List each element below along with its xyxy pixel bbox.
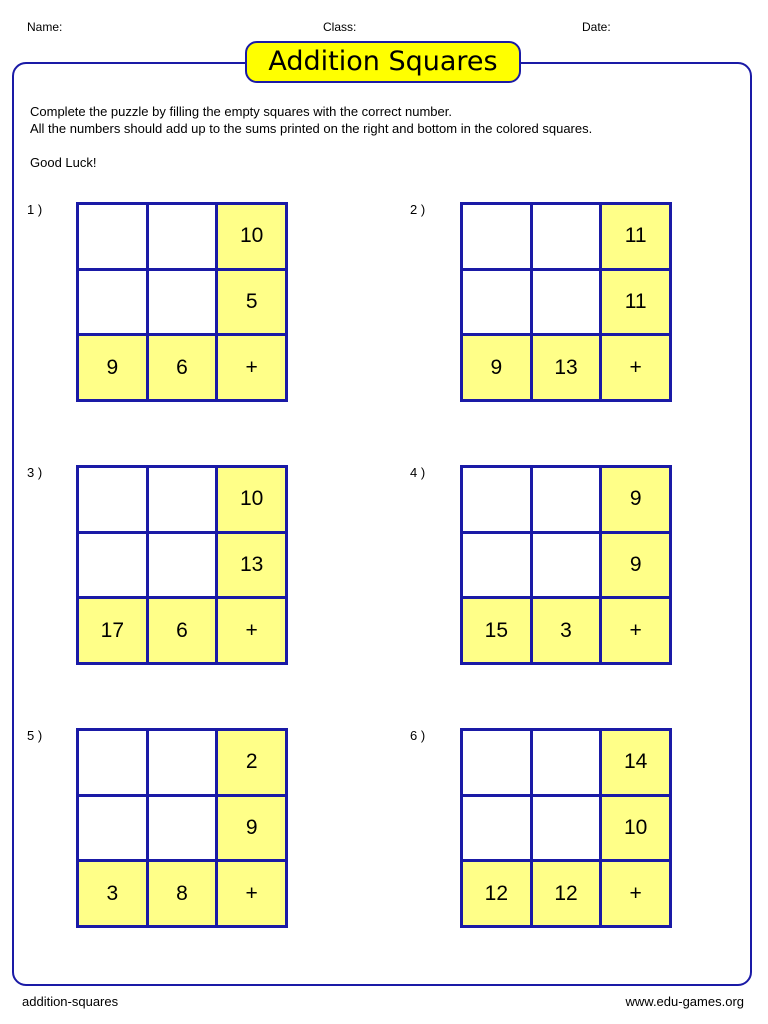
- puzzle-grid: [460, 728, 672, 928]
- instruction-line-1: Complete the puzzle by filling the empty squares with the correct number.: [30, 104, 452, 119]
- puzzle-grid: [460, 465, 672, 665]
- answer-cell[interactable]: [463, 534, 533, 600]
- col-sum-cell: 12: [463, 862, 533, 928]
- answer-cell[interactable]: [79, 534, 149, 600]
- row-sum-cell: 10: [602, 797, 672, 863]
- puzzle-label: 3 ): [27, 465, 43, 480]
- plus-corner-cell: +: [602, 336, 672, 402]
- answer-cell[interactable]: [463, 205, 533, 271]
- answer-cell[interactable]: [149, 797, 219, 863]
- answer-cell[interactable]: [533, 797, 603, 863]
- puzzle-grid: [76, 465, 288, 665]
- class-label: Class:: [323, 20, 357, 34]
- answer-cell[interactable]: [149, 731, 219, 797]
- plus-corner-cell: +: [602, 599, 672, 665]
- answer-cell[interactable]: [79, 205, 149, 271]
- instruction-line-2: All the numbers should add up to the sums printed on the right and bottom in the colored squares.: [30, 121, 593, 136]
- puzzle-label: 4 ): [410, 465, 426, 480]
- answer-cell[interactable]: [79, 468, 149, 534]
- footer-worksheet-id: addition-squares: [22, 994, 119, 1009]
- answer-cell[interactable]: [533, 468, 603, 534]
- answer-cell[interactable]: [463, 797, 533, 863]
- puzzle-label: 6 ): [410, 728, 426, 743]
- col-sum-cell: 13: [533, 336, 603, 402]
- answer-cell[interactable]: [463, 271, 533, 337]
- col-sum-cell: 6: [149, 336, 219, 402]
- answer-cell[interactable]: [79, 731, 149, 797]
- puzzle-label: 5 ): [27, 728, 43, 743]
- worksheet-title: Addition Squares: [245, 41, 521, 83]
- row-sum-cell: 9: [602, 468, 672, 534]
- row-sum-cell: 2: [218, 731, 288, 797]
- row-sum-cell: 5: [218, 271, 288, 337]
- row-sum-cell: 11: [602, 205, 672, 271]
- answer-cell[interactable]: [463, 731, 533, 797]
- row-sum-cell: 9: [218, 797, 288, 863]
- row-sum-cell: 10: [218, 205, 288, 271]
- puzzle-label: 2 ): [410, 202, 426, 217]
- answer-cell[interactable]: [533, 271, 603, 337]
- col-sum-cell: 3: [79, 862, 149, 928]
- plus-corner-cell: +: [218, 599, 288, 665]
- col-sum-cell: 3: [533, 599, 603, 665]
- answer-cell[interactable]: [149, 271, 219, 337]
- footer-website: www.edu-games.org: [625, 994, 744, 1009]
- answer-cell[interactable]: [79, 797, 149, 863]
- plus-corner-cell: +: [218, 862, 288, 928]
- answer-cell[interactable]: [79, 271, 149, 337]
- col-sum-cell: 8: [149, 862, 219, 928]
- date-label: Date:: [582, 20, 611, 34]
- col-sum-cell: 9: [79, 336, 149, 402]
- puzzle-label: 1 ): [27, 202, 43, 217]
- answer-cell[interactable]: [533, 205, 603, 271]
- row-sum-cell: 13: [218, 534, 288, 600]
- plus-corner-cell: +: [602, 862, 672, 928]
- answer-cell[interactable]: [149, 534, 219, 600]
- row-sum-cell: 10: [218, 468, 288, 534]
- answer-cell[interactable]: [149, 468, 219, 534]
- col-sum-cell: 15: [463, 599, 533, 665]
- col-sum-cell: 6: [149, 599, 219, 665]
- row-sum-cell: 11: [602, 271, 672, 337]
- row-sum-cell: 14: [602, 731, 672, 797]
- answer-cell[interactable]: [149, 205, 219, 271]
- plus-corner-cell: +: [218, 336, 288, 402]
- col-sum-cell: 9: [463, 336, 533, 402]
- puzzle-grid: [76, 202, 288, 402]
- answer-cell[interactable]: [533, 534, 603, 600]
- puzzle-grid: [76, 728, 288, 928]
- col-sum-cell: 12: [533, 862, 603, 928]
- answer-cell[interactable]: [533, 731, 603, 797]
- instruction-good-luck: Good Luck!: [30, 155, 97, 170]
- name-label: Name:: [27, 20, 63, 34]
- answer-cell[interactable]: [463, 468, 533, 534]
- col-sum-cell: 17: [79, 599, 149, 665]
- row-sum-cell: 9: [602, 534, 672, 600]
- puzzle-grid: [460, 202, 672, 402]
